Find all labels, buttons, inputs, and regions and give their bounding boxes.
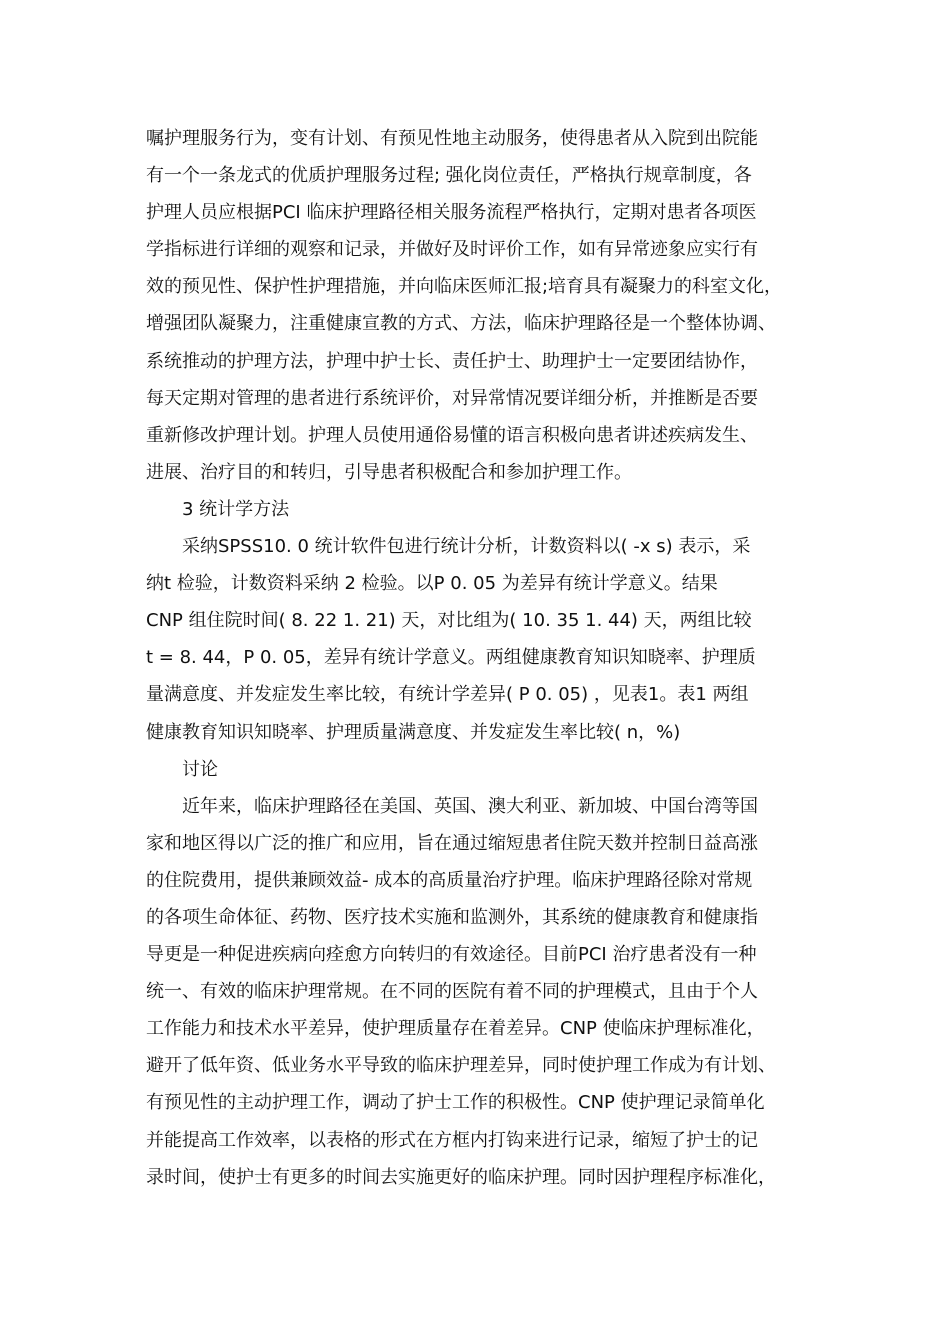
text-line: 统一、有效的临床护理常规。在不同的医院有着不同的护理模式，且由于个人 bbox=[146, 981, 758, 1003]
text-line: 导更是一种促进疾病向痊愈方向转归的有效途径。目前PCI 治疗患者没有一种 bbox=[146, 944, 757, 966]
text-line: 效的预见性、保护性护理措施，并向临床医师汇报;培育具有凝聚力的科室文化， bbox=[146, 276, 783, 298]
text-line: 嘱护理服务行为，变有计划、有预见性地主动服务，使得患者从入院到出院能 bbox=[146, 128, 758, 149]
body-text bbox=[146, 120, 826, 1196]
text-line: 健康教育知识知晓率、护理质量满意度、并发症发生率比较( n，%) bbox=[146, 721, 681, 743]
text-line: 讨论 bbox=[182, 758, 218, 780]
text-line: 进展、治疗目的和转归，引导患者积极配合和参加护理工作。 bbox=[146, 461, 632, 483]
text-line: 录时间，使护士有更多的时间去实施更好的临床护理。同时因护理程序标准化， bbox=[146, 1166, 776, 1188]
text-line: 有一个一条龙式的优质护理服务过程; 强化岗位责任，严格执行规章制度，各 bbox=[146, 165, 752, 187]
text-line: 3 统计学方法 bbox=[182, 498, 290, 520]
text-line: 护理人员应根据PCI 临床护理路径相关服务流程严格执行，定期对患者各项医 bbox=[146, 202, 757, 224]
text-line: 家和地区得以广泛的推广和应用，旨在通过缩短患者住院天数并控制日益高涨 bbox=[146, 832, 758, 854]
text-line: 每天定期对管理的患者进行系统评价，对异常情况要详细分析，并推断是否要 bbox=[146, 387, 758, 409]
text-line: 近年来，临床护理路径在美国、英国、澳大利亚、新加坡、中国台湾等国 bbox=[182, 795, 758, 817]
text-line: CNP 组住院时间( 8. 22 1. 21) 天，对比组为( 10. 35 1. 44) 天，两组比较 bbox=[146, 610, 752, 632]
text-line: 系统推动的护理方法，护理中护士长、责任护士、助理护士一定要团结协作， bbox=[146, 350, 758, 372]
text-line: 采纳SPSS10. 0 统计软件包进行统计分析，计数资料以( -x s) 表示，采 bbox=[182, 536, 751, 558]
text-line: 量满意度、并发症发生率比较，有统计学差异( P 0. 05) ，见表1。表1 两组 bbox=[146, 684, 749, 706]
text-line: 重新修改护理计划。护理人员使用通俗易懂的语言积极向患者讲述疾病发生、 bbox=[146, 424, 758, 446]
text-line: 有预见性的主动护理工作，调动了护士工作的积极性。CNP 使护理记录简单化 bbox=[146, 1092, 765, 1114]
text-line: t = 8. 44，P 0. 05，差异有统计学意义。两组健康教育知识知晓率、护理质 bbox=[146, 647, 756, 669]
text-line: 的各项生命体征、药物、医疗技术实施和监测外，其系统的健康教育和健康指 bbox=[146, 906, 758, 928]
text-line: 工作能力和技术水平差异，使护理质量存在着差异。CNP 使临床护理标准化， bbox=[146, 1018, 765, 1040]
text-line: 增强团队凝聚力，注重健康宣教的方式、方法，临床护理路径是一个整体协调、 bbox=[146, 313, 776, 335]
text-line: 纳t 检验，计数资料采纳 2 检验。以P 0. 05 为差异有统计学意义。结果 bbox=[146, 573, 718, 595]
text-line: 的住院费用，提供兼顾效益- 成本的高质量治疗护理。临床护理路径除对常规 bbox=[146, 869, 753, 891]
text-line: 避开了低年资、低业务水平导致的临床护理差异，同时使护理工作成为有计划、 bbox=[146, 1055, 776, 1077]
text-line: 并能提高工作效率，以表格的形式在方框内打钩来进行记录，缩短了护士的记 bbox=[146, 1129, 758, 1151]
text-line: 学指标进行详细的观察和记录，并做好及时评价工作，如有异常迹象应实行有 bbox=[146, 239, 758, 261]
